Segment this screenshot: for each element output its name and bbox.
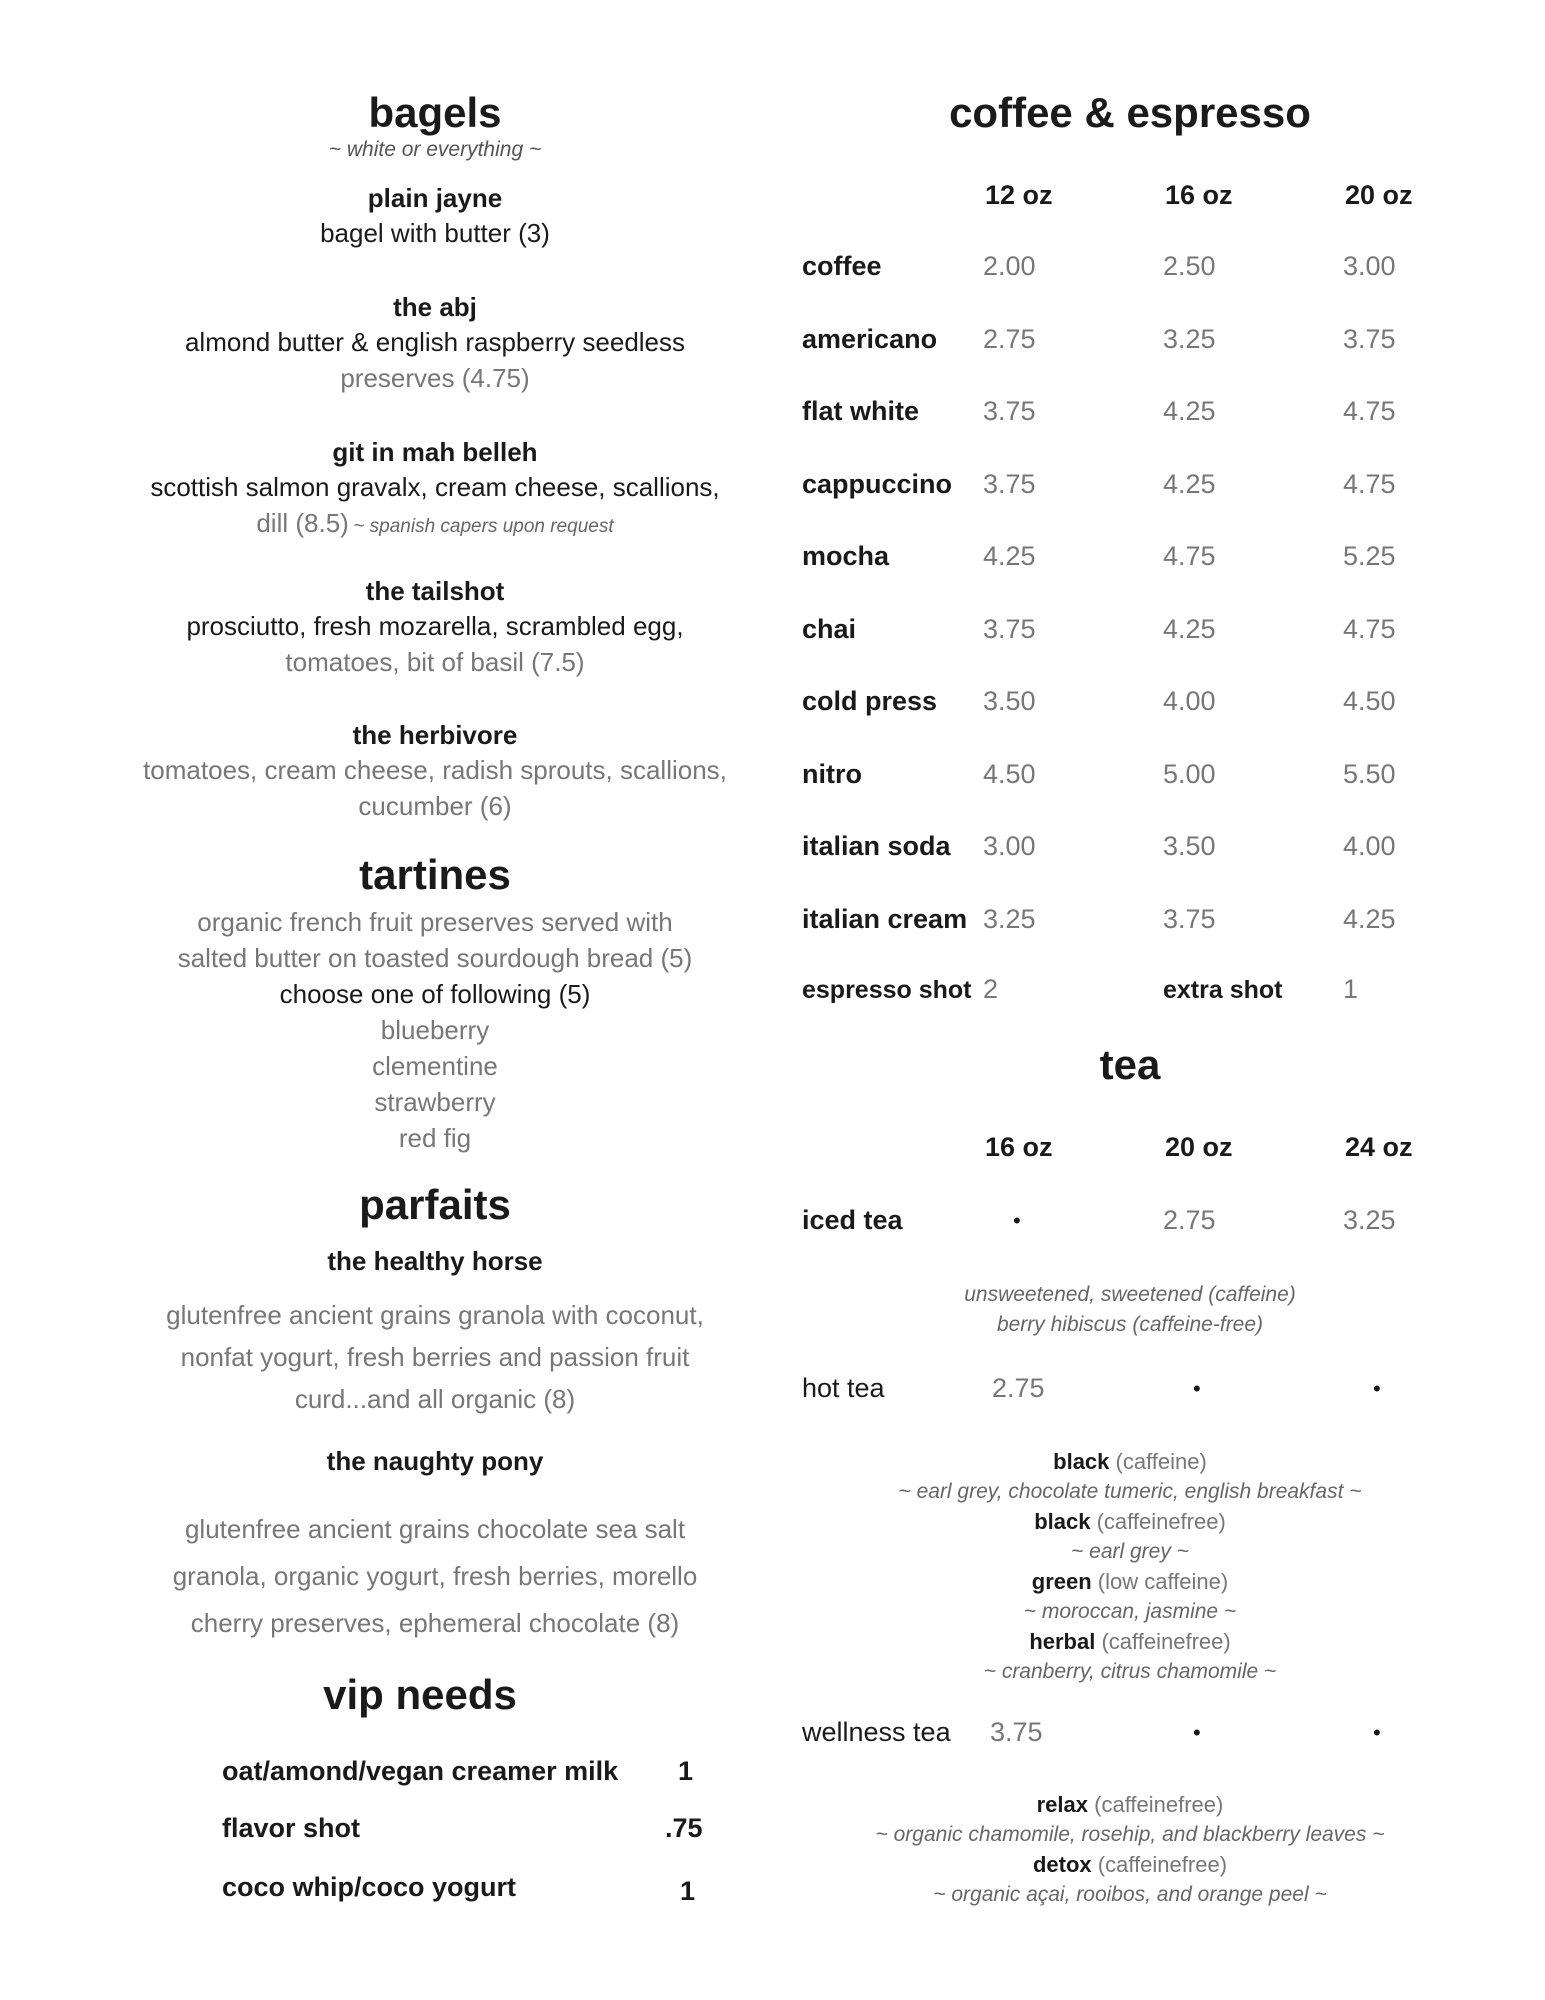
coffee-price: 5.50 [1343,758,1396,789]
coffee-price: 4.75 [1163,541,1216,571]
coffee-row-label: cold press [802,686,938,716]
bagel-desc: scottish salmon gravalx, cream cheese, scallions, [150,472,720,502]
tea-row-label: hot tea [802,1373,885,1403]
tea-type-name: green [1031,1569,1092,1594]
coffee-row-label: flat white [802,396,920,426]
tea-type-name: black [1053,1449,1110,1474]
espresso-shot-price: 2 [983,974,999,1004]
tea-row-label: iced tea [802,1205,903,1235]
dot-marker: • [1013,1208,1021,1233]
iced-tea-note: berry hibiscus (caffeine-free) [996,1313,1264,1336]
parfait-desc: glutenfree ancient grains granola with coconut, [166,1300,704,1330]
parfaits-heading: parfaits [359,1181,511,1228]
coffee-price: 3.25 [983,903,1036,934]
tea-price: 2.75 [992,1373,1045,1403]
tea-price: 2.75 [1163,1205,1216,1235]
tea-type-note: (caffeinefree) [1096,1509,1226,1534]
size-header: 20 oz [1345,180,1413,210]
tea-type-note: (caffeinefree) [1094,1792,1224,1817]
tea-type-varieties: ~ earl grey, chocolate tumeric, english breakfast ~ [898,1480,1362,1503]
coffee-row-label: nitro [802,758,862,789]
coffee-price: 2.00 [983,251,1036,281]
vip-item-price: .75 [665,1813,703,1843]
extra-shot-price: 1 [1343,974,1359,1004]
vip-heading: vip needs [323,1671,517,1718]
tea-type-varieties: ~ moroccan, jasmine ~ [1023,1600,1237,1623]
size-header: 16 oz [1165,180,1233,210]
bagel-desc: almond butter & english raspberry seedless [184,327,686,357]
bagel-name: git in mah belleh [332,437,538,467]
bagel-desc-price: dill (8.5) [256,508,349,538]
bagel-name: the tailshot [365,576,505,606]
tea-type-note: (caffeinefree) [1101,1629,1231,1654]
tartine-option: red fig [398,1123,472,1153]
tea-type-note: (caffeine) [1115,1449,1207,1474]
dot-marker: • [1373,1376,1381,1401]
tea-price: 3.25 [1343,1205,1396,1235]
tea-type-varieties: ~ earl grey ~ [1071,1540,1189,1563]
bagel-desc: tomatoes, cream cheese, radish sprouts, scallions, [143,755,727,785]
tea-type-name: black [1034,1509,1091,1534]
tea-heading: tea [1099,1041,1161,1088]
tea-type-name: detox [1032,1852,1092,1877]
coffee-row-label: cappuccino [802,468,953,499]
coffee-price: 3.50 [983,686,1036,716]
coffee-price: 4.50 [1343,686,1396,716]
coffee-price: 4.00 [1343,831,1396,861]
dot-marker: • [1373,1720,1381,1745]
extra-shot-label: extra shot [1163,976,1283,1004]
coffee-price: 5.00 [1163,758,1216,789]
coffee-price: 2.75 [983,323,1036,354]
parfait-name: the healthy horse [327,1246,543,1276]
tartines-heading: tartines [359,851,511,898]
tea-type-note: (caffeinefree) [1097,1852,1228,1877]
tartines-desc: organic french fruit preserves served with [197,907,673,937]
coffee-price: 4.75 [1343,396,1396,426]
tea-row-label: wellness tea [802,1717,951,1747]
coffee-row-label: italian soda [802,831,951,861]
bagel-desc-price: cucumber (6) [358,791,512,821]
tea-type-name: relax [1036,1792,1089,1817]
tea-type [790,1447,1470,1477]
vip-item-price: 1 [678,1756,694,1786]
tea-type-varieties: ~ organic chamomile, rosehip, and blackberry leaves ~ [875,1823,1385,1846]
tea-type [790,1567,1470,1597]
bagel-desc-price: tomatoes, bit of basil (7.5) [285,647,585,677]
coffee-price: 3.25 [1163,323,1216,354]
iced-tea-note: unsweetened, sweetened (caffeine) [964,1283,1296,1306]
coffee-price: 3.75 [1343,323,1396,354]
coffee-price: 3.75 [983,396,1036,426]
tea-type-varieties: ~ cranberry, citrus chamomile ~ [983,1660,1277,1683]
coffee-row-label: americano [802,323,938,354]
bagel-note: ~ spanish capers upon request [353,516,614,537]
coffee-price: 3.75 [983,613,1036,644]
parfait-desc: glutenfree ancient grains chocolate sea salt [184,1514,686,1544]
bagel-desc: bagel with butter (3) [320,218,550,248]
coffee-price: 4.75 [1343,613,1396,644]
bagel-name: plain jayne [367,183,503,213]
size-header: 12 oz [985,180,1053,210]
coffee-price: 4.25 [983,541,1036,571]
bagel-desc-price: preserves (4.75) [340,363,530,393]
tartines-desc: salted butter on toasted sourdough bread (5) [177,943,693,973]
coffee-price: 3.00 [1343,251,1396,281]
dot-marker: • [1193,1376,1201,1401]
coffee-price: 2.50 [1163,251,1216,281]
parfait-desc: nonfat yogurt, fresh berries and passion fruit [180,1342,690,1372]
tartine-option: strawberry [374,1087,496,1117]
coffee-price: 3.00 [983,831,1036,861]
coffee-price: 3.50 [1163,831,1216,861]
coffee-row-label: mocha [802,541,890,571]
coffee-price: 4.50 [983,758,1036,789]
tartines-choose: choose one of following (5) [279,979,591,1009]
vip-item-label: coco whip/coco yogurt [222,1872,517,1902]
coffee-price: 4.25 [1343,903,1396,934]
parfait-desc: cherry preserves, ephemeral chocolate (8) [190,1608,680,1638]
parfait-desc: curd...and all organic (8) [294,1384,576,1414]
tea-type [790,1790,1470,1820]
coffee-price: 4.25 [1163,396,1216,426]
coffee-price: 4.75 [1343,468,1396,499]
coffee-row-label: chai [802,613,857,644]
bagel-name: the abj [393,292,477,322]
vip-item-label: oat/amond/vegan creamer milk [222,1756,619,1786]
coffee-price: 4.00 [1163,686,1216,716]
tea-type-note: (low caffeine) [1097,1569,1229,1594]
tea-type [790,1850,1470,1880]
coffee-price: 4.25 [1163,468,1216,499]
bagels-heading: bagels [368,89,502,136]
tea-type [790,1627,1470,1657]
parfait-name: the naughty pony [326,1446,544,1476]
coffee-price: 3.75 [983,468,1036,499]
coffee-price: 4.25 [1163,613,1216,644]
vip-item-label: flavor shot [222,1813,361,1843]
bagel-desc: prosciutto, fresh mozarella, scrambled egg, [186,611,684,641]
coffee-price: 5.25 [1343,541,1396,571]
tartine-option: clementine [372,1051,498,1081]
tea-type-name: herbal [1029,1629,1096,1654]
bagels-subtitle: ~ white or everything ~ [328,138,542,161]
vip-item-price: 1 [680,1876,696,1906]
coffee-row-label: coffee [802,251,882,281]
bagel-desc-price-line [100,505,770,546]
size-header: 24 oz [1345,1132,1413,1162]
tea-price: 3.75 [990,1717,1043,1747]
tea-type [790,1507,1470,1537]
coffee-heading: coffee & espresso [949,89,1311,136]
tea-type-varieties: ~ organic açai, rooibos, and orange peel ~ [933,1883,1327,1906]
espresso-shot-label: espresso shot [802,976,972,1004]
size-header: 16 oz [985,1132,1053,1162]
tartine-option: blueberry [380,1015,490,1045]
parfait-desc: granola, organic yogurt, fresh berries, morello [172,1561,698,1591]
coffee-row-label: italian cream [802,903,968,934]
coffee-price: 3.75 [1163,903,1216,934]
dot-marker: • [1193,1720,1201,1745]
bagel-name: the herbivore [352,720,518,750]
size-header: 20 oz [1165,1132,1233,1162]
